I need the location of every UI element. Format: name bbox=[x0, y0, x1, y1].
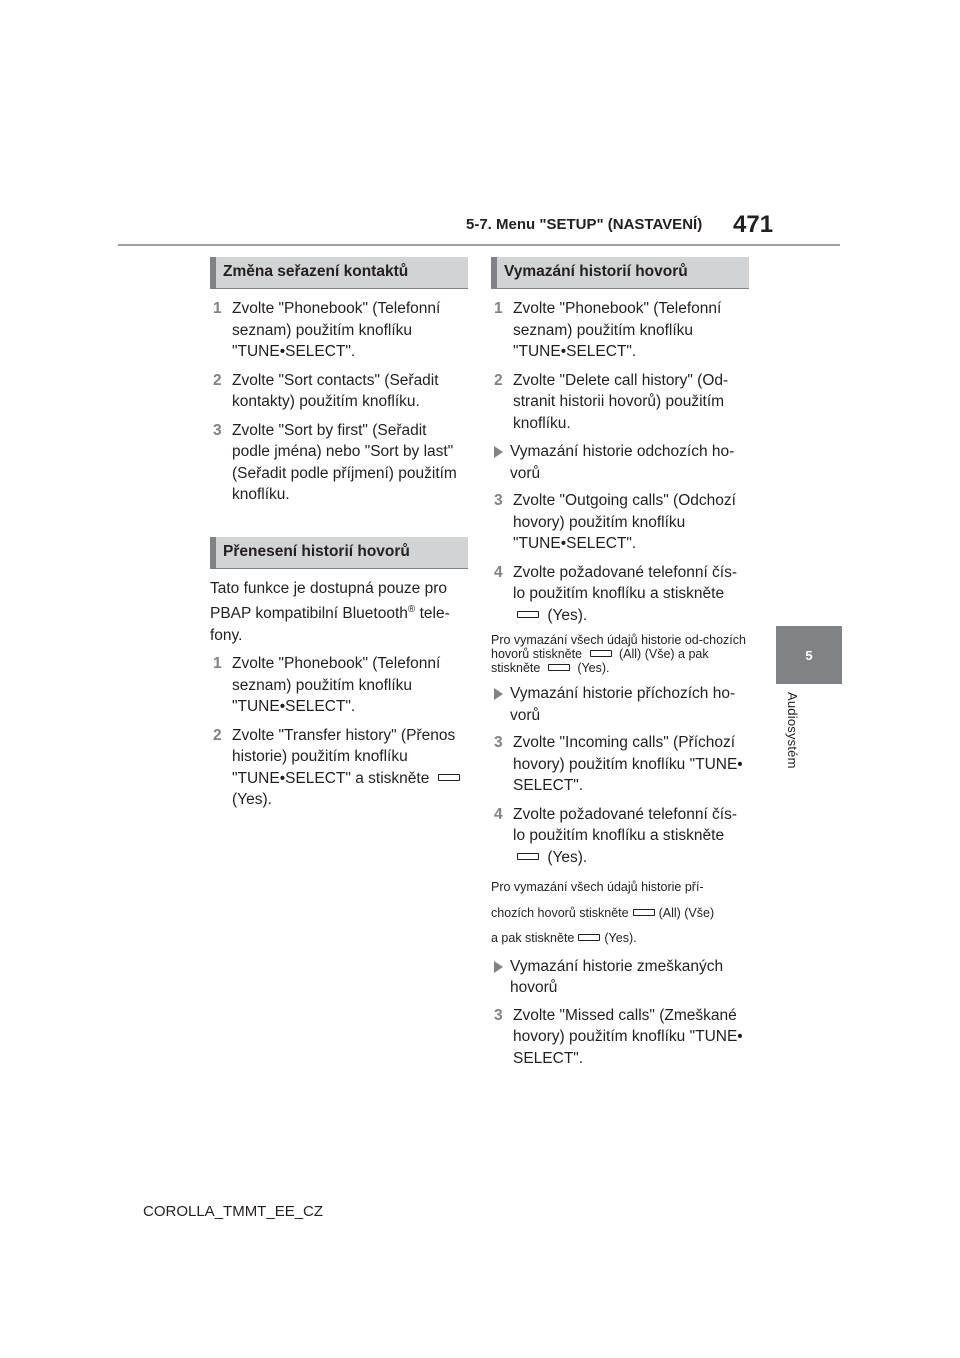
step-number: 4 bbox=[494, 563, 503, 581]
triangle-bullet-icon bbox=[494, 961, 503, 973]
step-number: 4 bbox=[494, 805, 503, 823]
triangle-bullet-icon bbox=[494, 688, 503, 700]
paragraph-text: Tato funkce je dostupná pouze pro PBAP kompatibilní Bluetooth bbox=[210, 579, 447, 623]
section-header-title: 5-7. Menu "SETUP" (NASTAVENÍ) bbox=[466, 216, 703, 233]
right-column bbox=[491, 257, 749, 1076]
paragraph-text: tele-fony. bbox=[210, 605, 450, 644]
step-item bbox=[491, 370, 749, 435]
note-text-part: (Yes). bbox=[577, 661, 610, 675]
bullet-text: Vymazání historie zmeškaných hovorů bbox=[510, 957, 724, 996]
step-number: 2 bbox=[213, 726, 222, 744]
step-text: Zvolte "Phonebook" (Telefonní seznam) použitím knoflíku "TUNE•SELECT". bbox=[513, 300, 722, 360]
step-item bbox=[491, 562, 749, 627]
triangle-bullet-icon bbox=[494, 446, 503, 458]
step-text: Zvolte "Phonebook" (Telefonní seznam) použitím knoflíku "TUNE•SELECT". bbox=[232, 300, 441, 360]
note-text-part: (All) (Vše) bbox=[619, 647, 675, 661]
note-text bbox=[491, 633, 749, 675]
subsection-bullet bbox=[491, 956, 749, 999]
registered-mark: ® bbox=[407, 604, 416, 615]
subsection-bullet bbox=[491, 441, 749, 484]
step-number: 3 bbox=[494, 492, 503, 509]
chapter-tab bbox=[776, 626, 842, 684]
step-text: Zvolte požadované telefonní čís-lo použitím knoflíku a stiskněte bbox=[513, 805, 738, 844]
note-text-part: (All) (Vše) bbox=[658, 905, 715, 920]
screen-button-icon bbox=[578, 934, 600, 941]
note-text-part: Pro vymazání všech údajů historie od-chozích hovorů stiskněte bbox=[491, 633, 746, 661]
section-heading: Přenesení historií hovorů bbox=[210, 537, 468, 569]
step-item bbox=[491, 804, 749, 869]
note-line: Pro vymazání všech údajů historie pří- bbox=[491, 880, 704, 894]
note-text-part: chozích hovorů stiskněte bbox=[491, 905, 629, 920]
step-text: Zvolte "Delete call history" (Od-stranit historii hovorů) použitím knoflíku. bbox=[513, 371, 729, 432]
step-item bbox=[210, 725, 468, 811]
note-line bbox=[491, 901, 749, 927]
step-number: 2 bbox=[213, 371, 222, 389]
step-number: 2 bbox=[494, 371, 503, 389]
step-number: 1 bbox=[494, 300, 503, 317]
screen-button-icon bbox=[438, 774, 460, 781]
screen-button-icon bbox=[517, 853, 539, 860]
step-number: 3 bbox=[494, 1006, 503, 1024]
chapter-tab-number: 5 bbox=[805, 647, 813, 663]
step-text: (Yes). bbox=[232, 791, 272, 809]
step-text: Zvolte "Missed calls" (Zmeškané hovory) použitím knoflíku "TUNE• SELECT". bbox=[513, 1006, 743, 1067]
step-number: 1 bbox=[213, 655, 222, 673]
step-number: 1 bbox=[213, 300, 222, 317]
section-heading: Změna seřazení kontaktů bbox=[210, 257, 468, 289]
subsection-bullet bbox=[491, 683, 749, 726]
step-text: Zvolte "Outgoing calls" (Odchozí hovory) použitím knoflíku "TUNE•SELECT". bbox=[513, 492, 736, 552]
screen-button-icon bbox=[517, 611, 539, 618]
bullet-text: Vymazání historie odchozích ho-vorů bbox=[510, 443, 735, 482]
note-text-part: a pak stiskněte bbox=[491, 931, 575, 945]
screen-button-icon bbox=[548, 664, 570, 671]
step-item bbox=[491, 732, 749, 797]
step-text: Zvolte "Incoming calls" (Příchozí hovory) použitím knoflíku "TUNE• SELECT". bbox=[513, 734, 743, 794]
step-item bbox=[491, 298, 749, 363]
step-item bbox=[210, 420, 468, 506]
step-text: Zvolte požadované telefonní čís-lo použitím knoflíku a stiskněte bbox=[513, 563, 738, 602]
note-text-part: a pak stiskněte bbox=[491, 647, 709, 675]
note-text bbox=[491, 875, 749, 952]
screen-button-icon bbox=[590, 650, 612, 657]
step-item bbox=[210, 298, 468, 363]
note-line bbox=[491, 926, 749, 952]
step-number: 3 bbox=[494, 734, 503, 751]
paragraph bbox=[210, 578, 468, 647]
step-item bbox=[491, 490, 749, 555]
bullet-text: Vymazání historie příchozích ho-vorů bbox=[510, 685, 736, 724]
step-text: Zvolte "Transfer history" (Přenos historie) použitím knoflíku "TUNE•SELECT" a stiskněte bbox=[232, 726, 456, 787]
header-divider bbox=[118, 244, 840, 246]
step-item bbox=[210, 653, 468, 718]
step-text: (Yes). bbox=[547, 848, 588, 866]
note-text-part: (Yes). bbox=[604, 931, 637, 945]
step-text: (Yes). bbox=[547, 606, 588, 624]
step-text: Zvolte "Sort by first" (Seřadit podle jména) nebo "Sort by last" (Seřadit podle příjmení) použitím knoflíku. bbox=[232, 421, 457, 503]
document-code: COROLLA_TMMT_EE_CZ bbox=[143, 1203, 324, 1220]
screen-button-icon bbox=[633, 909, 655, 916]
step-item bbox=[491, 1005, 749, 1070]
chapter-tab-label: Audiosystém bbox=[785, 692, 800, 769]
step-number: 3 bbox=[213, 421, 222, 439]
page-number: 471 bbox=[733, 211, 774, 238]
left-column bbox=[210, 257, 468, 818]
step-item bbox=[210, 370, 468, 413]
section-heading: Vymazání historií hovorů bbox=[491, 257, 749, 289]
step-text: Zvolte "Phonebook" (Telefonní seznam) použitím knoflíku "TUNE•SELECT". bbox=[232, 655, 441, 716]
step-text: Zvolte "Sort contacts" (Seřadit kontakty) použitím knoflíku. bbox=[232, 371, 439, 410]
